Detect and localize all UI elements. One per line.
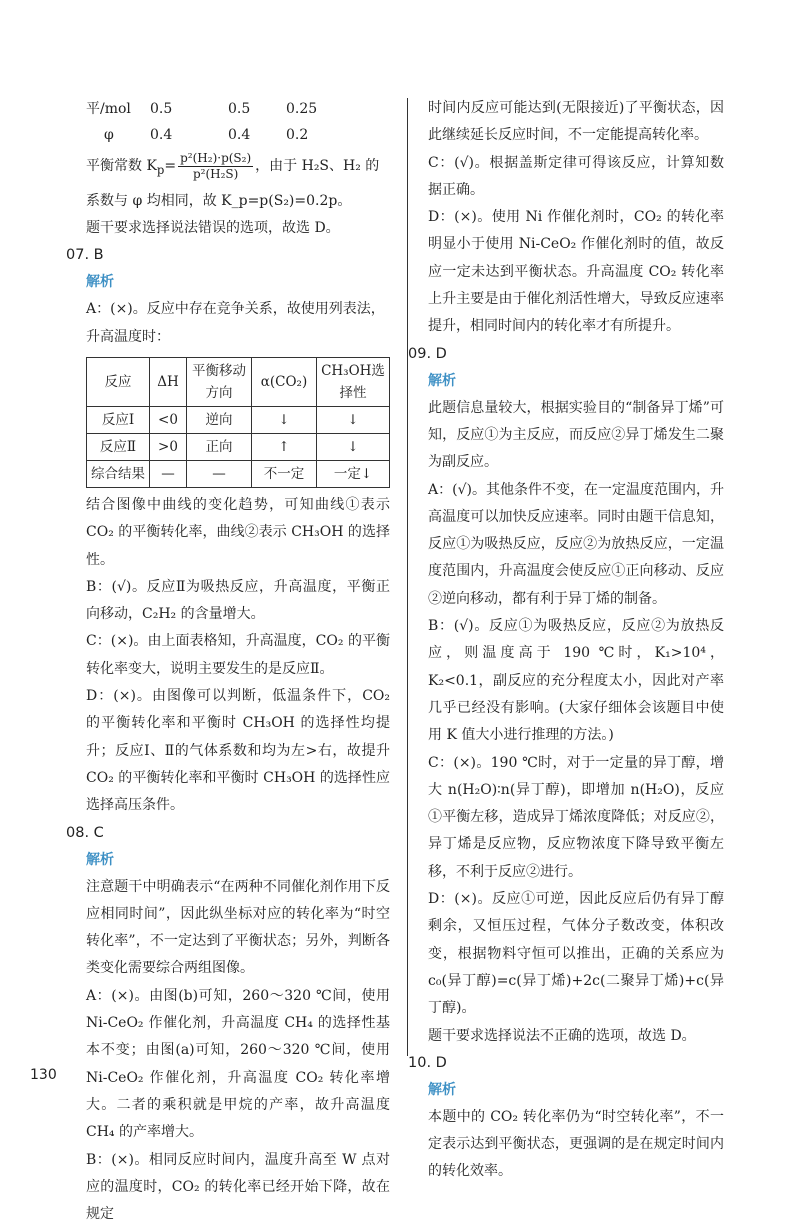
left-column [66,96,390,1228]
q08-a: A：(×)。由图(b)可知，260～320 ℃间，使用 Ni-CeO₂ 作催化剂，升高温度 CH₄ 的选择性基本不变；由图(a)可知，260～320 ℃间，使用 Ni-CeO₂ 作催化剂，升高温度 CO₂ 转化率增大。二者的乘积就是甲烷的产率，故升高温度 CH₄ 的产率增大。 [86,987,390,1141]
q08-intro: 注意题干中明确表示“在两种不同催化剂作用下反应相同时间”，因此纵坐标对应的转化率为“时空转化率”，不一定达到了平衡状态；另外，判断各类变化需要综合两组图像。 [86,878,390,977]
q08-b: B：(×)。相同反应时间内，温度升高至 W 点对应的温度时，CO₂ 的转化率已经开始下降，故在规定 [86,1151,390,1223]
table-row: 反应Ⅰ <0 逆向 ↓ ↓ [87,406,390,433]
mol-v3: 0.25 [286,101,318,117]
q08-c: C：(√)。根据盖斯定律可得该反应，计算知数据正确。 [428,154,724,198]
q07-a-line2: 升高温度时： [86,328,170,345]
q09-a: A：(√)。其他条件不变，在一定温度范围内，升高温度可以加快反应速率。同时由题干信息知，反应①为吸热反应，反应②为放热反应，一定温度范围内，升高温度会使反应①正向移动、反应②逆向移动，都有利于异丁烯的制备。 [428,481,724,607]
phi-v2: 0.4 [228,127,251,143]
table-row: 反应Ⅱ >0 正向 ↑ ↓ [87,433,390,460]
q07-c: C：(×)。由上面表格知，升高温度，CO₂ 的平衡转化率变大，说明主要发生的是反应Ⅱ。 [86,633,390,677]
page-number: 130 [30,1067,57,1083]
phi-row [86,122,390,148]
q07-b: B：(√)。反应Ⅱ为吸热反应，升高温度，平衡正向移动，C₂H₂ 的含量增大。 [86,578,390,623]
q07-a-line1: A：(×)。反应中存在竞争关系，故使用列表法， [86,301,385,318]
q10-text: 本题中的 CO₂ 转化率仍为“时空转化率”，不一定表示达到平衡状态，更强调的是在规定时间内的转化效率。 [428,1108,724,1180]
right-column [408,96,724,1186]
phi-v1: 0.4 [150,127,173,143]
q09-b: B：(√)。反应①为吸热反应，反应②为放热反应，则温度高于 190 ℃时，K₁>10⁴，K₂<0.1，副反应的充分程度太小，因此对产率几乎已经没有影响。(大家仔细体会该题目中使用 K 值大小进行推理的方法。) [428,618,724,744]
q09-intro: 此题信息量较大，根据实验目的“制备异丁烯”可知，反应①为主反应，而反应②异丁烯发生二聚为副反应。 [428,399,724,471]
mol-row [86,96,390,122]
mol-v2: 0.5 [228,101,251,117]
q08-analysis-label: 解析 [86,851,114,868]
q09-conclusion: 题干要求选择说法不正确的选项，故选 D。 [428,1027,696,1044]
kp-equation: 平衡常数 $K_p=$ $\frac{\text{p²(H₂)·p(S₂)}}{\text{p²(H₂S)}}$ ，由于 H₂S、H₂ 的 [86,150,380,181]
kp-line2: 系数与 φ 均相同，故 K_p=p(S₂)=0.2p。 [86,192,352,209]
q06-conclusion: 题干要求选择说法错误的选项，故选 D。 [86,220,340,237]
q07-a-conclusion: 结合图像中曲线的变化趋势，可知曲线①表示 CO₂ 的平衡转化率，曲线②表示 CH₃OH 的选择性。 [86,496,390,568]
column-divider [407,98,408,1056]
table-row: 综合结果 — — 不一定 一定↓ [87,460,390,487]
kp-fraction: $\frac{\text{p²(H₂)·p(S₂)}}{\text{p²(H₂S)}}$ [180,150,252,181]
mol-v1: 0.5 [150,101,173,117]
q09-c: C：(×)。190 ℃时，对于一定量的异丁醇，增大 n(H₂O)∶n(异丁醇)，即增加 n(H₂O)，反应①平衡左移，造成异丁烯浓度降低；对反应②，异丁烯是反应物，反应物浓度下降导致平衡左移，不利于反应②进行。 [428,754,724,880]
reaction-table [86,357,390,488]
q09-number: 09. D [408,345,447,362]
table-header: ΔH [150,357,187,406]
q07-d: D：(×)。由图像可以判断，低温条件下，CO₂ 的平衡转化率和平衡时 CH₃OH 的选择性均提升；反应Ⅰ、Ⅱ的气体系数和均为左>右，故提升 CO₂ 的平衡转化率和平衡时 CH₃OH 的选择性应选择高压条件。 [86,688,390,814]
phi-v3: 0.2 [286,127,309,143]
q10-analysis-label: 解析 [428,1081,456,1098]
mol-label: 平/mol [86,101,131,117]
q08-number: 08. C [66,824,104,841]
q07-number: 07. B [66,247,104,264]
q07-analysis-label: 解析 [86,274,114,291]
q08-d: D：(×)。使用 Ni 作催化剂时，CO₂ 的转化率明显小于使用 Ni-CeO₂ 作催化剂时的值，故反应一定未达到平衡状态。升高温度 CO₂ 转化率上升主要是由于催化剂活性增大，导致反应速率提升，相同时间内的转化率才有所提升。 [428,209,724,335]
table-header: α(CO₂) [252,357,317,406]
table-header: 反应 [87,357,150,406]
q09-d: D：(×)。反应①可逆，因此反应后仍有异丁醇剩余，又恒压过程，气体分子数改变，体积改变，根据物料守恒可以推出，正确的关系应为 c₀(异丁醇)=c(异丁烯)+2c(二聚异丁烯)+c(异丁醇)。 [428,891,724,1017]
table-header: CH₃OH选择性 [317,357,390,406]
table-header-row [87,357,390,406]
q09-analysis-label: 解析 [428,372,456,389]
phi-label: φ [104,127,114,143]
q08-b-continued: 时间内反应可能达到(无限接近)了平衡状态，因此继续延长反应时间，不一定能提高转化率。 [428,100,724,144]
q10-number: 10. D [408,1054,447,1071]
table-header: 平衡移动方向 [187,357,252,406]
